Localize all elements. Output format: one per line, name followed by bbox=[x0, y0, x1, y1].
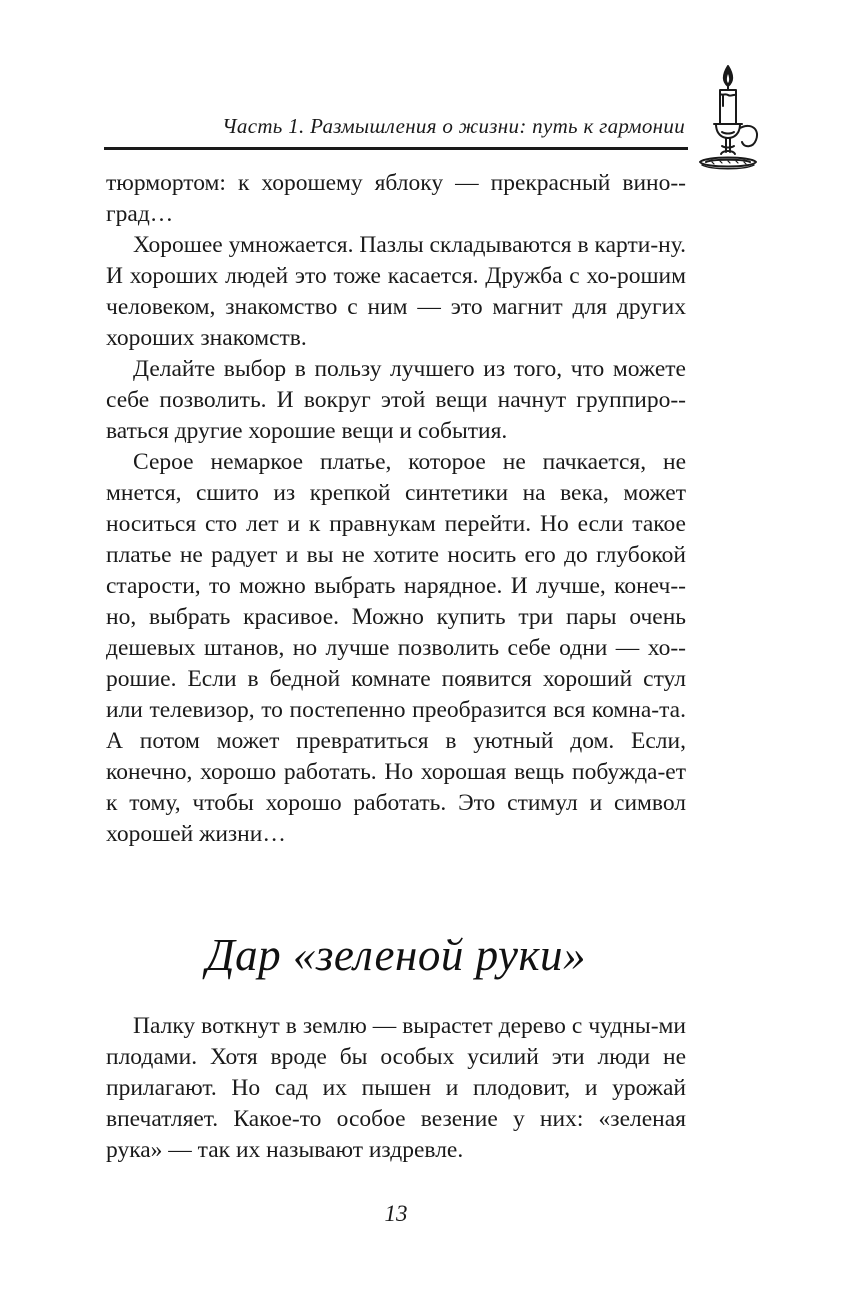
body-text-block-1 bbox=[106, 168, 686, 850]
header-rule bbox=[104, 147, 688, 150]
paragraph: Палку воткнут в землю — вырастет дерево с чудны-ми плодами. Хотя вроде бы особых усилий эти люди не прилагают. Но сад их пышен и плодовит, и урожай впечатляет. Какое-то особое везение у них: «зеленая рука» — так их называют издревле. bbox=[106, 1013, 686, 1163]
body-text-block-2 bbox=[106, 1011, 686, 1166]
candle-icon bbox=[692, 62, 764, 186]
section-heading: Дар «зеленой руки» bbox=[205, 930, 586, 980]
paragraph: Серое немаркое платье, которое не пачкается, не мнется, сшито из крепкой синтетики на века, может носиться сто лет и к правнукам перейти. Но если такое платье не радует и вы не хотите носить его до глубокой старости, то можно выбрать нарядное. И лучше, конеч-но, выбрать красивое. Можно купить три пары очень дешевых штанов, но лучше позволить себе одни — хо-рошие. Если в бедной комнате появится хороший стул или телевизор, то постепенно преобразится вся комна-та. А потом может превратиться в уютный дом. Если, конечно, хорошо работать. Но хорошая вещь побужда-ет к тому, чтобы хорошо работать. Это стимул и символ хорошей жизни… bbox=[106, 449, 686, 847]
paragraph: тюрмортом: к хорошему яблоку — прекрасный вино-град… bbox=[106, 170, 686, 227]
running-head: Часть 1. Размышления о жизни: путь к гармонии bbox=[222, 114, 685, 138]
paragraph: Делайте выбор в пользу лучшего из того, что можете себе позволить. И вокруг этой вещи начнут группиро-ваться другие хорошие вещи и события. bbox=[106, 356, 686, 444]
page-number: 13 bbox=[384, 1201, 408, 1226]
paragraph: Хорошее умножается. Пазлы складываются в карти-ну. И хороших людей это тоже касается. Дружба с хо-рошим человеком, знакомство с ним — это магнит для других хороших знакомств. bbox=[106, 232, 686, 351]
